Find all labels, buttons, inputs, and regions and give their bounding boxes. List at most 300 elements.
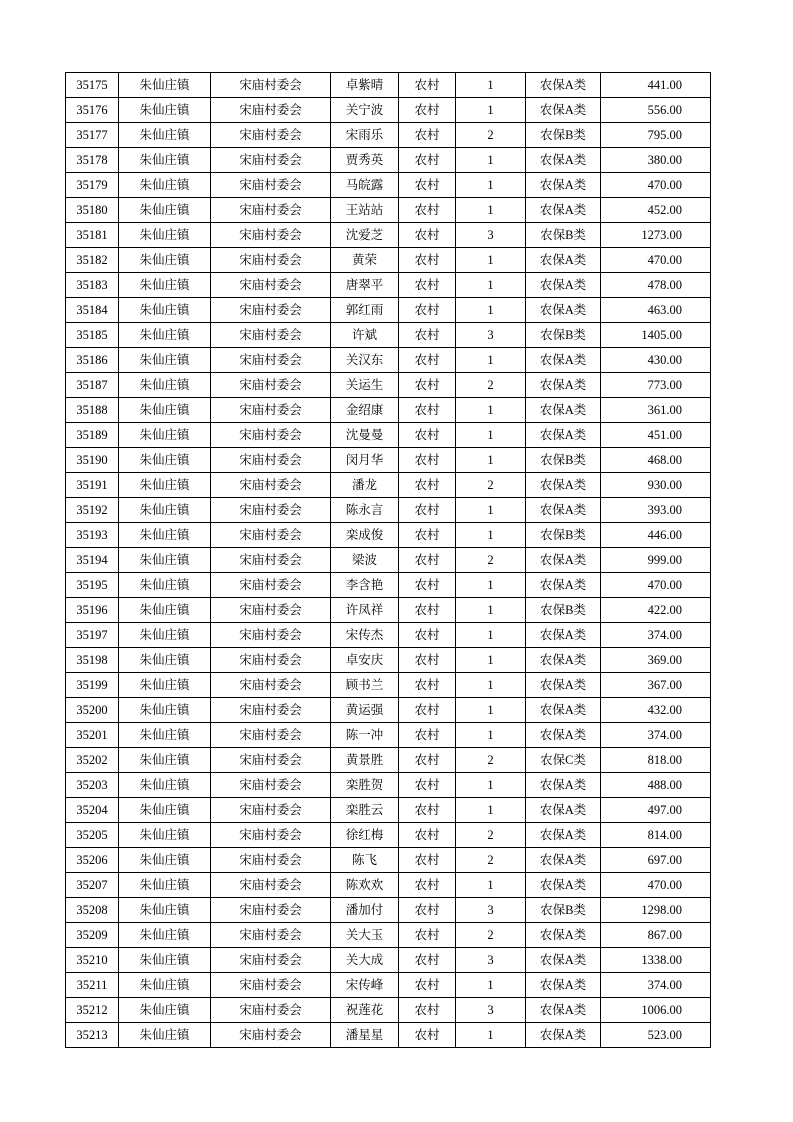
cell-serial-number: 35187 (66, 373, 119, 398)
table-row (66, 973, 711, 998)
cell-amount: 441.00 (601, 73, 711, 98)
cell-person-name: 金绍康 (331, 398, 399, 423)
cell-village-committee: 宋庙村委会 (211, 498, 331, 523)
cell-town: 朱仙庄镇 (119, 998, 211, 1023)
cell-town: 朱仙庄镇 (119, 923, 211, 948)
cell-town: 朱仙庄镇 (119, 898, 211, 923)
cell-person-count: 1 (456, 423, 526, 448)
cell-village-committee: 宋庙村委会 (211, 548, 331, 573)
cell-town: 朱仙庄镇 (119, 698, 211, 723)
cell-person-name: 唐翠平 (331, 273, 399, 298)
cell-residence-type: 农村 (399, 448, 456, 473)
cell-insurance-category: 农保A类 (526, 698, 601, 723)
cell-serial-number: 35200 (66, 698, 119, 723)
cell-insurance-category: 农保A类 (526, 1023, 601, 1048)
table-row (66, 98, 711, 123)
cell-village-committee: 宋庙村委会 (211, 823, 331, 848)
cell-village-committee: 宋庙村委会 (211, 623, 331, 648)
cell-serial-number: 35190 (66, 448, 119, 473)
cell-person-count: 2 (456, 123, 526, 148)
cell-person-name: 沈曼曼 (331, 423, 399, 448)
cell-person-count: 1 (456, 873, 526, 898)
cell-village-committee: 宋庙村委会 (211, 448, 331, 473)
cell-person-count: 1 (456, 1023, 526, 1048)
cell-person-name: 潘加付 (331, 898, 399, 923)
cell-residence-type: 农村 (399, 148, 456, 173)
cell-person-count: 2 (456, 548, 526, 573)
cell-serial-number: 35207 (66, 873, 119, 898)
table-row (66, 873, 711, 898)
cell-amount: 478.00 (601, 273, 711, 298)
cell-person-name: 潘龙 (331, 473, 399, 498)
cell-village-committee: 宋庙村委会 (211, 373, 331, 398)
cell-amount: 470.00 (601, 573, 711, 598)
cell-village-committee: 宋庙村委会 (211, 698, 331, 723)
cell-person-count: 3 (456, 323, 526, 348)
cell-town: 朱仙庄镇 (119, 423, 211, 448)
cell-serial-number: 35201 (66, 723, 119, 748)
cell-amount: 432.00 (601, 698, 711, 723)
cell-serial-number: 35208 (66, 898, 119, 923)
cell-amount: 1338.00 (601, 948, 711, 973)
cell-insurance-category: 农保A类 (526, 673, 601, 698)
cell-amount: 463.00 (601, 298, 711, 323)
cell-village-committee: 宋庙村委会 (211, 298, 331, 323)
cell-residence-type: 农村 (399, 523, 456, 548)
cell-amount: 422.00 (601, 598, 711, 623)
cell-person-count: 2 (456, 923, 526, 948)
cell-insurance-category: 农保A类 (526, 848, 601, 873)
cell-town: 朱仙庄镇 (119, 573, 211, 598)
cell-insurance-category: 农保B类 (526, 323, 601, 348)
cell-town: 朱仙庄镇 (119, 123, 211, 148)
cell-person-name: 潘星星 (331, 1023, 399, 1048)
cell-insurance-category: 农保A类 (526, 548, 601, 573)
table-row (66, 573, 711, 598)
cell-village-committee: 宋庙村委会 (211, 948, 331, 973)
cell-town: 朱仙庄镇 (119, 823, 211, 848)
cell-insurance-category: 农保B类 (526, 223, 601, 248)
cell-village-committee: 宋庙村委会 (211, 673, 331, 698)
cell-village-committee: 宋庙村委会 (211, 973, 331, 998)
cell-village-committee: 宋庙村委会 (211, 1023, 331, 1048)
cell-serial-number: 35213 (66, 1023, 119, 1048)
cell-residence-type: 农村 (399, 573, 456, 598)
cell-person-name: 祝莲花 (331, 998, 399, 1023)
cell-town: 朱仙庄镇 (119, 773, 211, 798)
cell-serial-number: 35176 (66, 98, 119, 123)
cell-serial-number: 35212 (66, 998, 119, 1023)
cell-person-name: 许斌 (331, 323, 399, 348)
cell-residence-type: 农村 (399, 298, 456, 323)
table-row (66, 773, 711, 798)
cell-town: 朱仙庄镇 (119, 298, 211, 323)
cell-person-name: 陈飞 (331, 848, 399, 873)
cell-insurance-category: 农保A类 (526, 373, 601, 398)
cell-person-name: 闵月华 (331, 448, 399, 473)
cell-village-committee: 宋庙村委会 (211, 798, 331, 823)
cell-amount: 470.00 (601, 873, 711, 898)
cell-insurance-category: 农保A类 (526, 273, 601, 298)
cell-serial-number: 35206 (66, 848, 119, 873)
table-row (66, 523, 711, 548)
cell-person-name: 宋传杰 (331, 623, 399, 648)
cell-insurance-category: 农保A类 (526, 73, 601, 98)
cell-village-committee: 宋庙村委会 (211, 348, 331, 373)
cell-town: 朱仙庄镇 (119, 323, 211, 348)
cell-serial-number: 35196 (66, 598, 119, 623)
cell-village-committee: 宋庙村委会 (211, 998, 331, 1023)
table-row (66, 198, 711, 223)
cell-person-count: 3 (456, 898, 526, 923)
cell-town: 朱仙庄镇 (119, 748, 211, 773)
cell-amount: 697.00 (601, 848, 711, 873)
table-row (66, 248, 711, 273)
cell-village-committee: 宋庙村委会 (211, 323, 331, 348)
cell-person-name: 徐红梅 (331, 823, 399, 848)
cell-insurance-category: 农保C类 (526, 748, 601, 773)
cell-insurance-category: 农保A类 (526, 973, 601, 998)
cell-person-count: 1 (456, 98, 526, 123)
cell-person-count: 2 (456, 373, 526, 398)
table-row (66, 898, 711, 923)
table-row (66, 273, 711, 298)
cell-person-name: 栾成俊 (331, 523, 399, 548)
cell-amount: 451.00 (601, 423, 711, 448)
cell-amount: 374.00 (601, 973, 711, 998)
cell-person-name: 关大成 (331, 948, 399, 973)
cell-person-count: 2 (456, 748, 526, 773)
cell-village-committee: 宋庙村委会 (211, 773, 331, 798)
cell-residence-type: 农村 (399, 98, 456, 123)
cell-residence-type: 农村 (399, 548, 456, 573)
cell-person-count: 1 (456, 648, 526, 673)
cell-serial-number: 35205 (66, 823, 119, 848)
cell-village-committee: 宋庙村委会 (211, 523, 331, 548)
cell-serial-number: 35177 (66, 123, 119, 148)
cell-amount: 523.00 (601, 1023, 711, 1048)
table-row (66, 623, 711, 648)
cell-residence-type: 农村 (399, 273, 456, 298)
cell-person-count: 3 (456, 223, 526, 248)
table-row (66, 298, 711, 323)
cell-insurance-category: 农保A类 (526, 423, 601, 448)
cell-person-count: 1 (456, 198, 526, 223)
cell-village-committee: 宋庙村委会 (211, 273, 331, 298)
cell-village-committee: 宋庙村委会 (211, 98, 331, 123)
cell-insurance-category: 农保A类 (526, 623, 601, 648)
cell-residence-type: 农村 (399, 923, 456, 948)
cell-residence-type: 农村 (399, 798, 456, 823)
cell-amount: 369.00 (601, 648, 711, 673)
cell-village-committee: 宋庙村委会 (211, 223, 331, 248)
cell-village-committee: 宋庙村委会 (211, 898, 331, 923)
cell-insurance-category: 农保A类 (526, 98, 601, 123)
cell-town: 朱仙庄镇 (119, 848, 211, 873)
cell-town: 朱仙庄镇 (119, 223, 211, 248)
cell-person-name: 郭红雨 (331, 298, 399, 323)
cell-person-name: 卓紫晴 (331, 73, 399, 98)
cell-insurance-category: 农保A类 (526, 248, 601, 273)
cell-town: 朱仙庄镇 (119, 798, 211, 823)
cell-insurance-category: 农保B类 (526, 898, 601, 923)
cell-town: 朱仙庄镇 (119, 648, 211, 673)
cell-serial-number: 35209 (66, 923, 119, 948)
cell-amount: 497.00 (601, 798, 711, 823)
cell-village-committee: 宋庙村委会 (211, 748, 331, 773)
cell-person-name: 李含艳 (331, 573, 399, 598)
table-row (66, 73, 711, 98)
table-row (66, 923, 711, 948)
cell-person-count: 1 (456, 973, 526, 998)
table-row (66, 498, 711, 523)
cell-residence-type: 农村 (399, 848, 456, 873)
cell-person-name: 马皖露 (331, 173, 399, 198)
cell-amount: 488.00 (601, 773, 711, 798)
cell-amount: 930.00 (601, 473, 711, 498)
table-row (66, 723, 711, 748)
cell-residence-type: 农村 (399, 873, 456, 898)
table-row (66, 1023, 711, 1048)
cell-town: 朱仙庄镇 (119, 673, 211, 698)
cell-insurance-category: 农保A类 (526, 198, 601, 223)
table-row (66, 473, 711, 498)
cell-serial-number: 35203 (66, 773, 119, 798)
cell-town: 朱仙庄镇 (119, 873, 211, 898)
cell-person-name: 栾胜贺 (331, 773, 399, 798)
cell-person-count: 1 (456, 573, 526, 598)
cell-person-name: 关汉东 (331, 348, 399, 373)
table-row (66, 148, 711, 173)
cell-town: 朱仙庄镇 (119, 198, 211, 223)
cell-person-count: 1 (456, 798, 526, 823)
cell-residence-type: 农村 (399, 498, 456, 523)
cell-insurance-category: 农保A类 (526, 298, 601, 323)
cell-amount: 470.00 (601, 248, 711, 273)
cell-person-count: 1 (456, 298, 526, 323)
cell-insurance-category: 农保B类 (526, 598, 601, 623)
cell-serial-number: 35175 (66, 73, 119, 98)
cell-serial-number: 35183 (66, 273, 119, 298)
cell-serial-number: 35198 (66, 648, 119, 673)
cell-village-committee: 宋庙村委会 (211, 873, 331, 898)
table-row (66, 798, 711, 823)
cell-amount: 556.00 (601, 98, 711, 123)
cell-serial-number: 35195 (66, 573, 119, 598)
cell-insurance-category: 农保A类 (526, 398, 601, 423)
cell-residence-type: 农村 (399, 723, 456, 748)
table-row (66, 448, 711, 473)
cell-person-count: 1 (456, 173, 526, 198)
cell-amount: 452.00 (601, 198, 711, 223)
cell-town: 朱仙庄镇 (119, 73, 211, 98)
cell-serial-number: 35204 (66, 798, 119, 823)
cell-amount: 1273.00 (601, 223, 711, 248)
cell-residence-type: 农村 (399, 173, 456, 198)
cell-person-count: 2 (456, 473, 526, 498)
table-row (66, 548, 711, 573)
cell-person-count: 1 (456, 398, 526, 423)
cell-town: 朱仙庄镇 (119, 973, 211, 998)
cell-serial-number: 35180 (66, 198, 119, 223)
cell-person-name: 卓安庆 (331, 648, 399, 673)
cell-residence-type: 农村 (399, 948, 456, 973)
cell-residence-type: 农村 (399, 123, 456, 148)
cell-person-name: 关宁波 (331, 98, 399, 123)
cell-person-name: 栾胜云 (331, 798, 399, 823)
table-row (66, 173, 711, 198)
cell-person-count: 1 (456, 248, 526, 273)
table-row (66, 823, 711, 848)
cell-town: 朱仙庄镇 (119, 473, 211, 498)
cell-amount: 999.00 (601, 548, 711, 573)
cell-village-committee: 宋庙村委会 (211, 148, 331, 173)
cell-amount: 867.00 (601, 923, 711, 948)
cell-insurance-category: 农保A类 (526, 923, 601, 948)
table-row (66, 323, 711, 348)
cell-person-count: 1 (456, 148, 526, 173)
cell-person-name: 顾书兰 (331, 673, 399, 698)
table-row (66, 848, 711, 873)
cell-insurance-category: 农保A类 (526, 173, 601, 198)
cell-town: 朱仙庄镇 (119, 448, 211, 473)
cell-village-committee: 宋庙村委会 (211, 848, 331, 873)
cell-person-count: 1 (456, 523, 526, 548)
cell-person-name: 黄运强 (331, 698, 399, 723)
cell-serial-number: 35185 (66, 323, 119, 348)
table-row (66, 998, 711, 1023)
cell-serial-number: 35181 (66, 223, 119, 248)
cell-town: 朱仙庄镇 (119, 523, 211, 548)
cell-insurance-category: 农保A类 (526, 498, 601, 523)
cell-town: 朱仙庄镇 (119, 398, 211, 423)
cell-serial-number: 35192 (66, 498, 119, 523)
cell-residence-type: 农村 (399, 373, 456, 398)
table-row (66, 348, 711, 373)
cell-person-count: 1 (456, 498, 526, 523)
table-body (66, 73, 711, 1048)
cell-amount: 468.00 (601, 448, 711, 473)
cell-village-committee: 宋庙村委会 (211, 423, 331, 448)
cell-amount: 374.00 (601, 623, 711, 648)
cell-amount: 361.00 (601, 398, 711, 423)
cell-village-committee: 宋庙村委会 (211, 573, 331, 598)
cell-person-name: 梁波 (331, 548, 399, 573)
cell-village-committee: 宋庙村委会 (211, 598, 331, 623)
cell-village-committee: 宋庙村委会 (211, 198, 331, 223)
cell-person-name: 陈一冲 (331, 723, 399, 748)
cell-person-count: 1 (456, 698, 526, 723)
cell-insurance-category: 农保A类 (526, 573, 601, 598)
table-row (66, 223, 711, 248)
cell-town: 朱仙庄镇 (119, 148, 211, 173)
cell-town: 朱仙庄镇 (119, 1023, 211, 1048)
cell-amount: 1006.00 (601, 998, 711, 1023)
cell-village-committee: 宋庙村委会 (211, 73, 331, 98)
cell-residence-type: 农村 (399, 473, 456, 498)
cell-person-name: 关大玉 (331, 923, 399, 948)
cell-village-committee: 宋庙村委会 (211, 648, 331, 673)
cell-serial-number: 35179 (66, 173, 119, 198)
cell-town: 朱仙庄镇 (119, 273, 211, 298)
cell-insurance-category: 农保A类 (526, 998, 601, 1023)
cell-insurance-category: 农保B类 (526, 123, 601, 148)
cell-residence-type: 农村 (399, 223, 456, 248)
cell-serial-number: 35199 (66, 673, 119, 698)
cell-residence-type: 农村 (399, 323, 456, 348)
cell-amount: 446.00 (601, 523, 711, 548)
table-row (66, 398, 711, 423)
cell-serial-number: 35191 (66, 473, 119, 498)
cell-person-name: 沈爱芝 (331, 223, 399, 248)
cell-serial-number: 35186 (66, 348, 119, 373)
cell-person-count: 3 (456, 998, 526, 1023)
cell-insurance-category: 农保B类 (526, 448, 601, 473)
cell-village-committee: 宋庙村委会 (211, 398, 331, 423)
table-row (66, 673, 711, 698)
cell-insurance-category: 农保A类 (526, 823, 601, 848)
cell-amount: 430.00 (601, 348, 711, 373)
cell-town: 朱仙庄镇 (119, 548, 211, 573)
cell-serial-number: 35182 (66, 248, 119, 273)
cell-serial-number: 35210 (66, 948, 119, 973)
cell-insurance-category: 农保A类 (526, 798, 601, 823)
cell-amount: 374.00 (601, 723, 711, 748)
cell-residence-type: 农村 (399, 748, 456, 773)
table-row (66, 748, 711, 773)
cell-village-committee: 宋庙村委会 (211, 923, 331, 948)
cell-person-count: 1 (456, 623, 526, 648)
cell-residence-type: 农村 (399, 398, 456, 423)
cell-person-count: 1 (456, 448, 526, 473)
cell-amount: 1298.00 (601, 898, 711, 923)
cell-amount: 1405.00 (601, 323, 711, 348)
cell-person-name: 宋传峰 (331, 973, 399, 998)
cell-insurance-category: 农保A类 (526, 348, 601, 373)
cell-residence-type: 农村 (399, 673, 456, 698)
cell-town: 朱仙庄镇 (119, 98, 211, 123)
cell-village-committee: 宋庙村委会 (211, 173, 331, 198)
cell-serial-number: 35178 (66, 148, 119, 173)
cell-residence-type: 农村 (399, 1023, 456, 1048)
cell-person-name: 黄荣 (331, 248, 399, 273)
cell-residence-type: 农村 (399, 623, 456, 648)
cell-village-committee: 宋庙村委会 (211, 248, 331, 273)
cell-amount: 470.00 (601, 173, 711, 198)
cell-village-committee: 宋庙村委会 (211, 123, 331, 148)
cell-person-count: 1 (456, 598, 526, 623)
cell-serial-number: 35197 (66, 623, 119, 648)
cell-serial-number: 35184 (66, 298, 119, 323)
cell-amount: 773.00 (601, 373, 711, 398)
cell-person-count: 1 (456, 273, 526, 298)
table-row (66, 423, 711, 448)
cell-amount: 814.00 (601, 823, 711, 848)
cell-town: 朱仙庄镇 (119, 723, 211, 748)
table-row (66, 373, 711, 398)
cell-town: 朱仙庄镇 (119, 623, 211, 648)
cell-amount: 393.00 (601, 498, 711, 523)
cell-serial-number: 35202 (66, 748, 119, 773)
cell-insurance-category: 农保A类 (526, 648, 601, 673)
cell-residence-type: 农村 (399, 648, 456, 673)
cell-amount: 380.00 (601, 148, 711, 173)
cell-residence-type: 农村 (399, 898, 456, 923)
cell-person-name: 陈永言 (331, 498, 399, 523)
cell-insurance-category: 农保B类 (526, 523, 601, 548)
cell-residence-type: 农村 (399, 198, 456, 223)
cell-town: 朱仙庄镇 (119, 348, 211, 373)
